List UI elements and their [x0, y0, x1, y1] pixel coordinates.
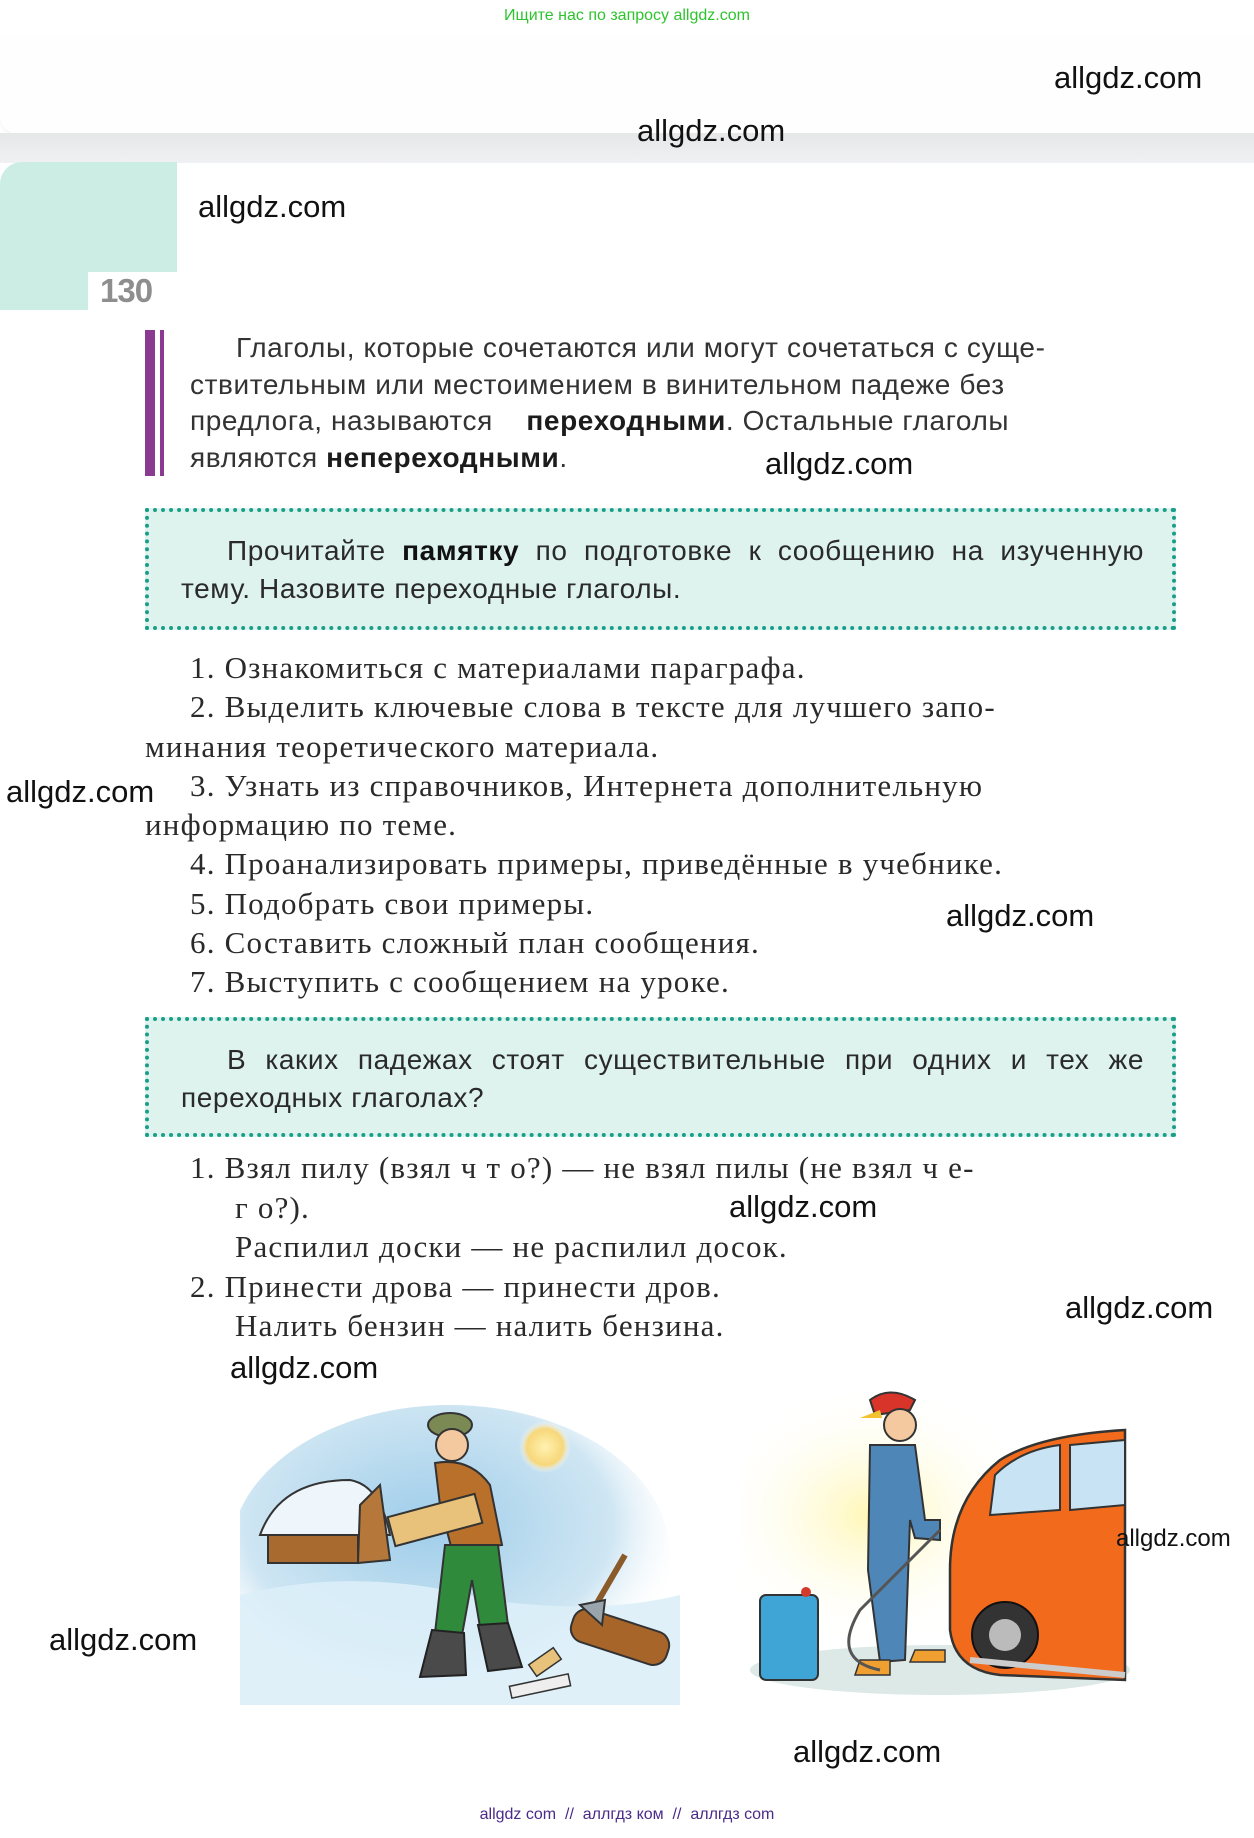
rule-line: являются: [190, 441, 318, 473]
examples-list: [145, 1148, 1175, 1346]
memo-item: 4. Проанализировать примеры, приведённые в учебнике.: [190, 846, 1004, 882]
memo-item: 1. Ознакомиться с материалами параграфа.: [190, 650, 806, 685]
rule-line: Глаголы, которые сочетаются или могут сочетаться с суще-: [236, 332, 1046, 363]
example-line: г о?).: [235, 1189, 310, 1225]
task-box-question: [145, 1017, 1176, 1137]
watermark: allgdz.com: [49, 1622, 198, 1657]
task-box-memo: [145, 508, 1176, 630]
grammar-rule: [145, 330, 1180, 478]
watermark: allgdz.com: [765, 446, 914, 481]
watermark: allgdz.com: [230, 1350, 379, 1385]
watermark: allgdz.com: [793, 1734, 942, 1769]
memo-item: 7. Выступить с сообщением на уроке.: [190, 964, 730, 1000]
rule-line: ствительным или местоимением в винительном падеже без: [190, 368, 1005, 400]
rule-text: [190, 330, 1180, 476]
example-line: Распилил доски — не распилил досок.: [235, 1229, 788, 1264]
term-transitive: переходными: [526, 405, 726, 436]
watermark: allgdz.com: [729, 1189, 878, 1224]
memo-item: 5. Подобрать свои примеры.: [190, 885, 595, 921]
task-text: по подготовке к сообщению на изученную тему. Назовите переходные глаголы.: [181, 535, 1144, 604]
watermark: allgdz.com: [1116, 1525, 1231, 1552]
example-line: 2. Принести дрова — принести дров.: [190, 1268, 721, 1304]
rule-line: . Остальные глаголы: [725, 405, 1010, 436]
rule-marker-bar-thin: [160, 330, 164, 476]
rule-marker-bar: [145, 330, 155, 476]
example-line: Налить бензин — налить бензина.: [235, 1308, 725, 1343]
memo-item: 3. Узнать из справочников, Интернета дополнительную: [190, 767, 984, 803]
watermark: allgdz.com: [198, 189, 347, 224]
page-number: 130: [100, 272, 153, 309]
header-separator: [0, 133, 1254, 163]
watermark: allgdz.com: [637, 113, 786, 148]
footer-links: allgdz com // аллгдз ком // аллгдз com: [479, 1806, 775, 1823]
watermark: allgdz.com: [1065, 1290, 1214, 1325]
memo-item-continued: информацию по теме.: [145, 807, 458, 843]
memo-item: 6. Составить сложный план сообщения.: [190, 925, 760, 961]
rule-line: .: [559, 441, 568, 473]
task-keyword: памятку: [402, 535, 520, 566]
example-line: 1. Взял пилу (взял ч т о?) — не взял пилы (не взял ч е-: [190, 1150, 975, 1185]
task-text: Прочитайте: [227, 535, 386, 566]
memo-list: [145, 648, 1175, 1002]
memo-item: 2. Выделить ключевые слова в тексте для лучшего запо-: [190, 689, 996, 725]
memo-item-continued: минания теоретического материала.: [145, 728, 660, 764]
term-intransitive: непереходными: [326, 441, 560, 473]
rule-line: предлога, называются: [190, 405, 493, 436]
watermark: allgdz.com: [1054, 60, 1203, 95]
illustration-boy-firewood: [240, 1385, 680, 1705]
search-banner: Ищите нас по запросу allgdz.com: [0, 0, 1254, 34]
watermark: allgdz.com: [946, 898, 1095, 933]
illustration-boy-refueling: [740, 1370, 1130, 1700]
watermark: allgdz.com: [6, 774, 155, 809]
task-text: В каких падежах стоят существительные при одних и тех же переходных глаголах?: [181, 1044, 1144, 1113]
